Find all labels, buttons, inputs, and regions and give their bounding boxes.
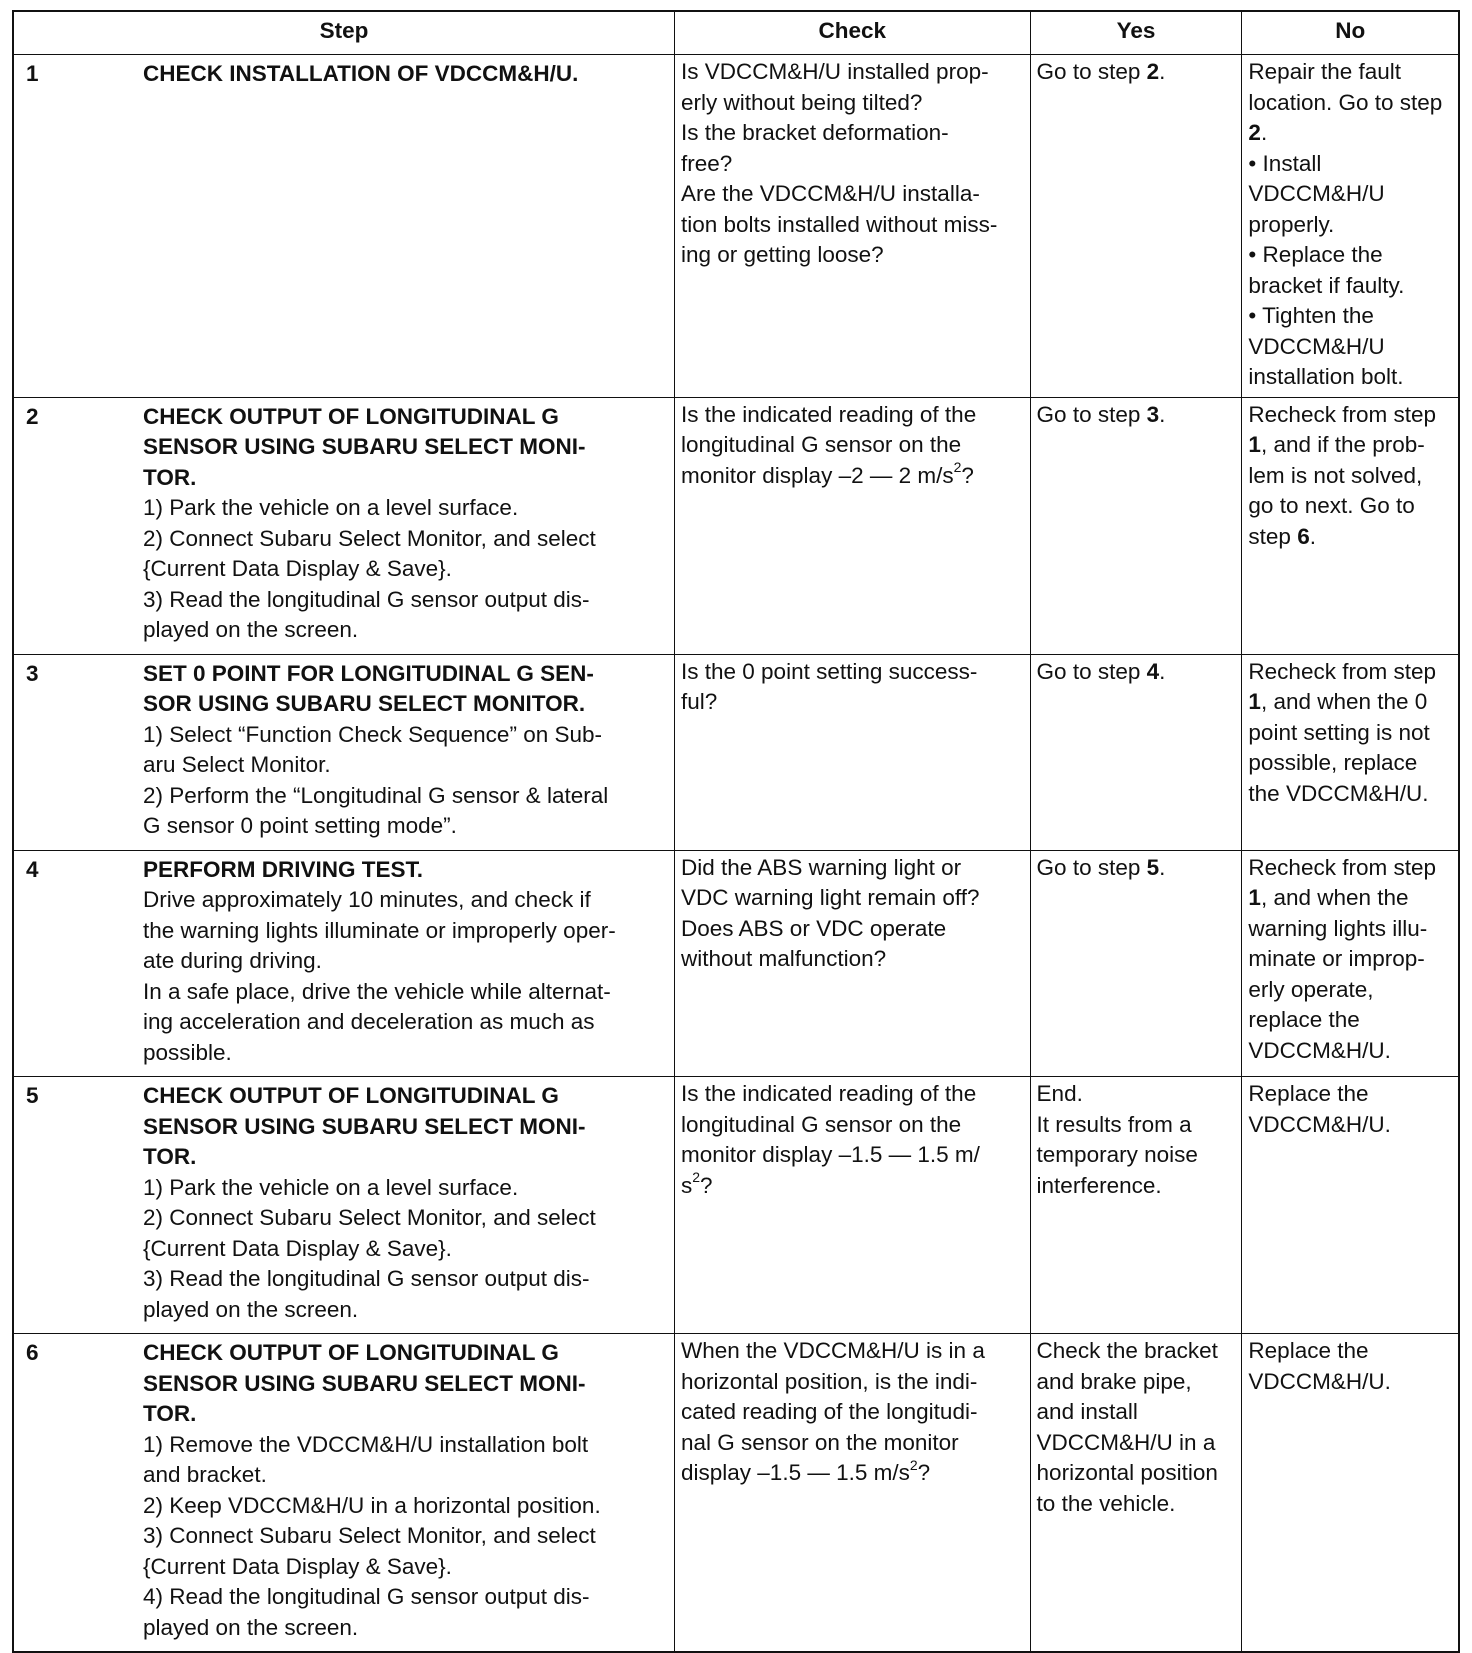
table-row: [13, 397, 1459, 654]
step-instruction-line: aru Select Monitor.: [143, 752, 331, 777]
check-cell: [675, 1077, 1031, 1334]
step-number: 1: [26, 61, 39, 86]
yes-cell: [1030, 850, 1242, 1077]
yes-line: End.: [1036, 1081, 1083, 1106]
no-line: replace the: [1248, 1007, 1360, 1032]
table-row: [13, 654, 1459, 850]
step-instruction-line: the warning lights illuminate or improperly oper-: [143, 917, 616, 943]
check-line: ing or getting loose?: [681, 242, 884, 267]
yes-line: horizontal position: [1036, 1460, 1218, 1485]
check-line: $s^2$?: [681, 1169, 713, 1198]
no-line: Replace the: [1248, 1081, 1369, 1106]
check-line: display –1.5 — 1.5 $m/s^2$?: [681, 1456, 931, 1485]
no-line: possible, replace: [1248, 750, 1418, 775]
check-line: tion bolts installed without miss-: [681, 211, 998, 237]
step-wrap: [20, 853, 668, 1073]
step-instruction-line: 1) Park the vehicle on a level surface.: [143, 1174, 519, 1200]
step-instruction-line: played on the screen.: [143, 617, 359, 642]
check-line: longitudinal G sensor on the: [681, 1111, 962, 1137]
no-line: Recheck from step: [1248, 658, 1436, 684]
step-wrap: [20, 57, 668, 94]
header-check: Check: [675, 11, 1031, 55]
header-yes: Yes: [1030, 11, 1242, 55]
check-line: Are the VDCCM&H/U installa-: [681, 181, 980, 206]
step-body: [143, 400, 668, 650]
no-bullet-line: bracket if faulty.: [1248, 272, 1405, 298]
no-line: 1, and when the 0: [1248, 689, 1428, 714]
no-cell: [1242, 654, 1459, 850]
step-number: 6: [26, 1340, 39, 1365]
step-ref: 2: [1248, 120, 1261, 145]
check-cell: [675, 1334, 1031, 1653]
table-row: [13, 1334, 1459, 1653]
step-title-line: SOR USING SUBARU SELECT MONITOR.: [143, 691, 586, 716]
yes-line: Check the bracket: [1036, 1338, 1218, 1363]
no-line: lem is not solved,: [1248, 462, 1423, 488]
no-cell: [1242, 1334, 1459, 1653]
check-line: longitudinal G sensor on the: [681, 432, 962, 457]
no-line: Repair the fault: [1248, 59, 1402, 84]
yes-line: interference.: [1036, 1172, 1162, 1198]
no-line: VDCCM&H/U.: [1248, 1368, 1391, 1394]
no-line: warning lights illu-: [1248, 915, 1428, 941]
no-line: 1, and when the: [1248, 885, 1409, 910]
step-title-line: TOR.: [143, 1144, 197, 1169]
step-ref: 3: [1146, 401, 1160, 427]
step-instruction-line: Drive approximately 10 minutes, and check if: [143, 887, 591, 912]
yes-cell: [1030, 397, 1242, 654]
step-cell: [13, 1334, 675, 1653]
no-bullet-line: • Replace the: [1248, 242, 1383, 267]
step-instruction-line: played on the screen.: [143, 1296, 359, 1322]
step-number: 5: [26, 1083, 39, 1108]
step-cell: [13, 850, 675, 1077]
no-bullet-line: installation bolt.: [1248, 364, 1404, 389]
step-ref: 1: [1248, 432, 1261, 457]
step-instruction-line: and bracket.: [143, 1462, 267, 1487]
no-cell: [1242, 55, 1459, 398]
step-wrap: [20, 657, 668, 846]
yes-line: Go to step 5.: [1036, 854, 1166, 880]
check-line: When the VDCCM&H/U is in a: [681, 1338, 985, 1363]
step-instruction-line: 2) Perform the “Longitudinal G sensor & lateral: [143, 782, 609, 808]
check-line: Is the indicated reading of the: [681, 401, 977, 427]
step-instruction-line: ing acceleration and deceleration as much as: [143, 1009, 595, 1034]
no-cell: [1242, 1077, 1459, 1334]
yes-line: to the vehicle.: [1036, 1490, 1176, 1516]
check-line: Did the ABS warning light or: [681, 854, 962, 880]
yes-cell: [1030, 1334, 1242, 1653]
step-title-line: SENSOR USING SUBARU SELECT MONI-: [143, 1113, 586, 1139]
step-body: [143, 1079, 668, 1329]
check-line: without malfunction?: [681, 946, 887, 971]
check-line: VDC warning light remain off?: [681, 885, 980, 910]
step-wrap: [20, 1079, 668, 1329]
table-row: [13, 55, 1459, 398]
header-step: Step: [13, 11, 675, 55]
no-line: Recheck from step: [1248, 854, 1436, 880]
check-line: monitor display –2 — 2 $m/s^2$?: [681, 459, 974, 488]
check-line: cated reading of the longitudi-: [681, 1399, 978, 1424]
step-cell: [13, 55, 675, 398]
check-cell: [675, 850, 1031, 1077]
step-ref: 5: [1146, 854, 1160, 880]
step-instruction-line: ate during driving.: [143, 948, 322, 973]
yes-line: Go to step 2.: [1036, 59, 1166, 84]
check-line: monitor display –1.5 — 1.5 m/: [681, 1142, 980, 1167]
no-bullet-line: VDCCM&H/U: [1248, 333, 1385, 359]
yes-line: VDCCM&H/U in a: [1036, 1429, 1216, 1455]
check-line: Is the 0 point setting success-: [681, 658, 978, 684]
no-bullet-line: properly.: [1248, 211, 1335, 237]
step-instruction-line: 2) Keep VDCCM&H/U in a horizontal position.: [143, 1492, 601, 1518]
step-title-line: CHECK INSTALLATION OF VDCCM&H/U.: [143, 61, 579, 86]
check-line: Is the indicated reading of the: [681, 1081, 977, 1106]
step-body: [143, 1336, 668, 1647]
no-line: step 6.: [1248, 523, 1316, 549]
no-line: VDCCM&H/U.: [1248, 1111, 1391, 1137]
step-instruction-line: {Current Data Display & Save}.: [143, 1553, 452, 1579]
step-title-line: CHECK OUTPUT OF LONGITUDINAL G: [143, 1340, 559, 1365]
step-cell: [13, 654, 675, 850]
table-row: [13, 1077, 1459, 1334]
yes-line: Go to step 4.: [1036, 658, 1166, 684]
yes-line: Go to step 3.: [1036, 401, 1166, 427]
no-bullet-line: • Install: [1248, 150, 1322, 176]
check-cell: [675, 654, 1031, 850]
step-instruction-line: In a safe place, drive the vehicle while alternat-: [143, 978, 611, 1004]
step-instruction-line: 4) Read the longitudinal G sensor output dis-: [143, 1584, 590, 1609]
check-line: horizontal position, is the indi-: [681, 1368, 978, 1394]
no-line: point setting is not: [1248, 719, 1430, 745]
yes-cell: [1030, 1077, 1242, 1334]
step-title-line: CHECK OUTPUT OF LONGITUDINAL G: [143, 1083, 559, 1108]
header-no: No: [1242, 11, 1459, 55]
step-ref: 2: [1146, 59, 1160, 84]
no-line: location. Go to step: [1248, 89, 1443, 115]
table-header-row: [13, 11, 1459, 55]
no-line: go to next. Go to: [1248, 493, 1415, 518]
yes-cell: [1030, 55, 1242, 398]
step-instruction-line: G sensor 0 point setting mode”.: [143, 813, 457, 838]
step-title-line: PERFORM DRIVING TEST.: [143, 856, 424, 882]
no-line: 1, and if the prob-: [1248, 432, 1425, 457]
no-line: Replace the: [1248, 1338, 1369, 1363]
check-line: Does ABS or VDC operate: [681, 915, 947, 941]
yes-line: temporary noise: [1036, 1142, 1198, 1167]
no-cell: [1242, 397, 1459, 654]
step-instruction-line: possible.: [143, 1039, 232, 1065]
step-number: 2: [26, 403, 39, 429]
check-cell: [675, 55, 1031, 398]
no-line: 2.: [1248, 120, 1268, 145]
step-ref: 1: [1248, 885, 1261, 910]
no-bullet-line: VDCCM&H/U: [1248, 181, 1385, 206]
no-line: the VDCCM&H/U.: [1248, 780, 1429, 806]
check-line: nal G sensor on the monitor: [681, 1429, 959, 1455]
no-line: VDCCM&H/U.: [1248, 1037, 1391, 1063]
step-title-line: CHECK OUTPUT OF LONGITUDINAL G: [143, 403, 559, 429]
step-body: [143, 57, 668, 94]
step-instruction-line: 3) Read the longitudinal G sensor output dis-: [143, 586, 590, 612]
check-line: erly without being tilted?: [681, 89, 923, 115]
no-cell: [1242, 850, 1459, 1077]
step-wrap: [20, 1336, 668, 1647]
step-title-line: SENSOR USING SUBARU SELECT MONI-: [143, 434, 586, 459]
step-cell: [13, 397, 675, 654]
step-title-line: TOR.: [143, 464, 197, 490]
step-number: 4: [26, 856, 39, 882]
step-instruction-line: 1) Select “Function Check Sequence” on Sub-: [143, 721, 602, 747]
step-cell: [13, 1077, 675, 1334]
step-instruction-line: 1) Park the vehicle on a level surface.: [143, 495, 519, 520]
diagnostic-procedure-page: [12, 10, 1460, 1653]
check-line: free?: [681, 150, 733, 176]
step-instruction-line: 2) Connect Subaru Select Monitor, and select: [143, 1205, 596, 1230]
step-ref: 4: [1146, 658, 1160, 684]
superscript: 2: [692, 1169, 701, 1185]
check-cell: [675, 397, 1031, 654]
table-body: [13, 55, 1459, 1653]
superscript: 2: [909, 1456, 918, 1473]
step-title-line: SENSOR USING SUBARU SELECT MONI-: [143, 1370, 586, 1396]
step-instruction-line: played on the screen.: [143, 1614, 359, 1640]
table-row: [13, 850, 1459, 1077]
step-ref: 1: [1248, 689, 1261, 714]
yes-cell: [1030, 654, 1242, 850]
diagnostic-table: [12, 10, 1460, 1653]
no-line: erly operate,: [1248, 976, 1374, 1002]
check-line: Is the bracket deformation-: [681, 120, 949, 145]
step-number: 3: [26, 660, 39, 686]
step-instruction-line: 3) Connect Subaru Select Monitor, and select: [143, 1523, 596, 1548]
no-line: minate or improp-: [1248, 946, 1425, 971]
step-ref: 6: [1297, 523, 1310, 549]
check-line: ful?: [681, 689, 718, 714]
step-title-line: SET 0 POINT FOR LONGITUDINAL G SEN-: [143, 660, 594, 686]
step-body: [143, 657, 668, 846]
yes-line: and install: [1036, 1399, 1138, 1424]
yes-line: and brake pipe,: [1036, 1368, 1192, 1394]
no-line: Recheck from step: [1248, 401, 1436, 427]
step-body: [143, 853, 668, 1073]
yes-line: It results from a: [1036, 1111, 1192, 1137]
step-instruction-line: {Current Data Display & Save}.: [143, 556, 452, 581]
step-wrap: [20, 400, 668, 650]
step-instruction-line: {Current Data Display & Save}.: [143, 1235, 452, 1261]
step-title-line: TOR.: [143, 1401, 197, 1426]
step-instruction-line: 3) Read the longitudinal G sensor output dis-: [143, 1266, 590, 1291]
check-line: Is VDCCM&H/U installed prop-: [681, 59, 989, 84]
step-instruction-line: 2) Connect Subaru Select Monitor, and select: [143, 525, 596, 551]
no-bullet-line: • Tighten the: [1248, 303, 1374, 328]
superscript: 2: [953, 459, 962, 475]
step-instruction-line: 1) Remove the VDCCM&H/U installation bolt: [143, 1431, 589, 1457]
